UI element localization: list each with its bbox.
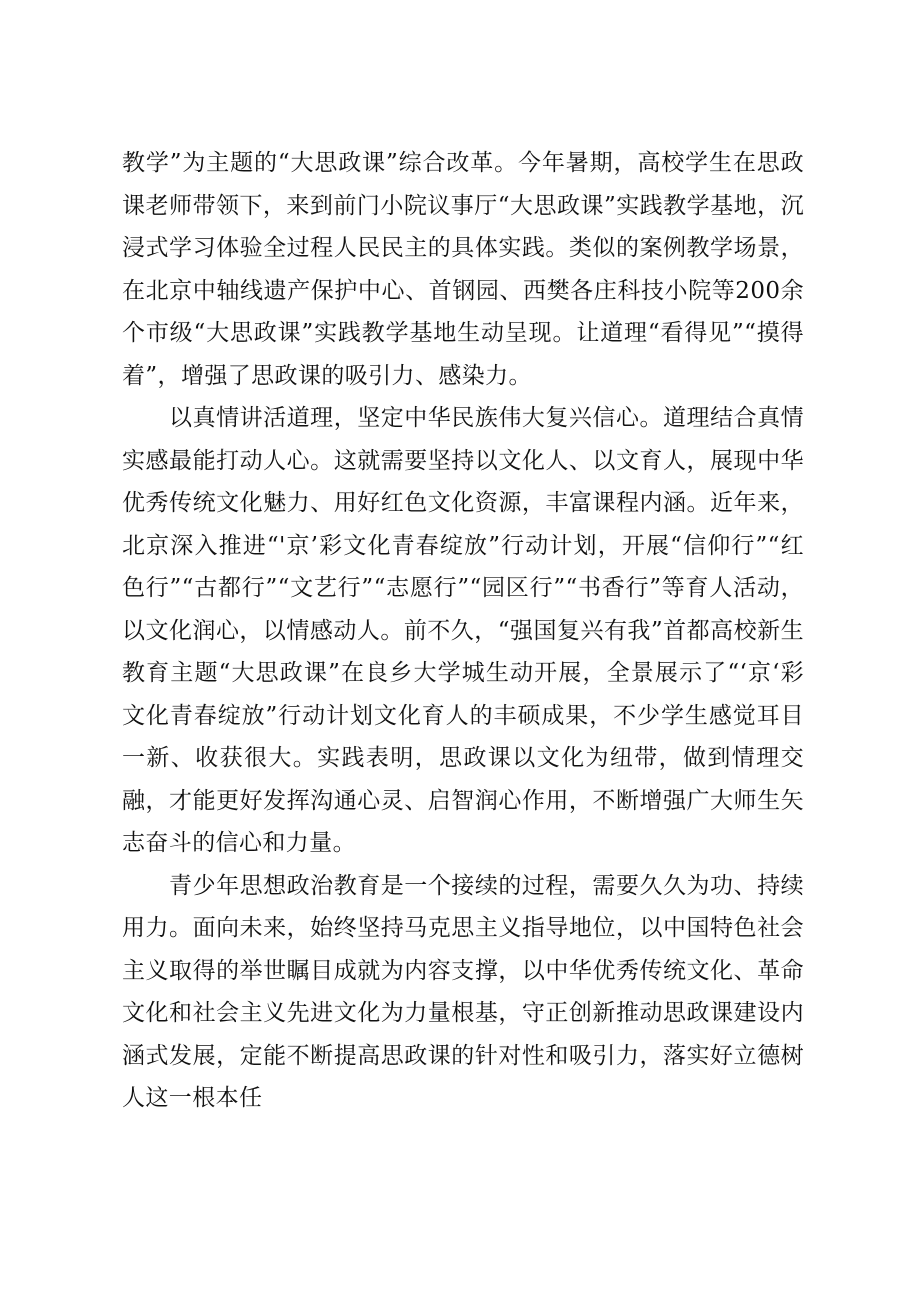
document-body bbox=[122, 142, 804, 1120]
paragraph-3: 青少年思想政治教育是一个接续的过程，需要久久为功、持续用力。面向未来，始终坚持马克思主义指导地位，以中国特色社会主义取得的举世瞩目成就为内容支撑，以中华优秀传统文化、革命文化和社会主义先进文化为力量根基，守正创新推动思政课建设内涵式发展，定能不断提高思政课的针对性和吸引力，落实好立德树人这一根本任 bbox=[122, 872, 804, 1111]
paragraph-2: 以真情讲活道理，坚定中华民族伟大复兴信心。道理结合真情实感最能打动人心。这就需要坚持以文化人、以文育人，展现中华优秀传统文化魅力、用好红色文化资源，丰富课程内涵。近年来，北京深入推进“'京’彩文化青春绽放”行动计划，开展“信仰行”“红色行”“古都行”“文艺行”“志愿行”“园区行”“书香行”等育人活动，以文化润心，以情感动人。前不久，“强国复兴有我”首都高校新生教育主题“大思政课”在良乡大学城生动开展，全景展示了“‘京‘彩文化青春绽放”行动计划文化育人的丰硕成果，不少学生感觉耳目一新、收获很大。实践表明，思政课以文化为纽带，做到情理交融，才能更好发挥沟通心灵、启智润心作用，不断增强广大师生矢志奋斗的信心和力量。 bbox=[122, 405, 804, 856]
paragraph-1: 教学”为主题的“大思政课”综合改革。今年暑期，高校学生在思政课老师带领下，来到前门小院议事厅“大思政课”实践教学基地，沉浸式学习体验全过程人民民主的具体实践。类似的案例教学场景，在北京中轴线遗产保护中心、首钢园、西樊各庄科技小院等200余个市级“大思政课”实践教学基地生动呈现。让道理“看得见”“摸得着”，增强了思政课的吸引力、感染力。 bbox=[122, 150, 804, 389]
